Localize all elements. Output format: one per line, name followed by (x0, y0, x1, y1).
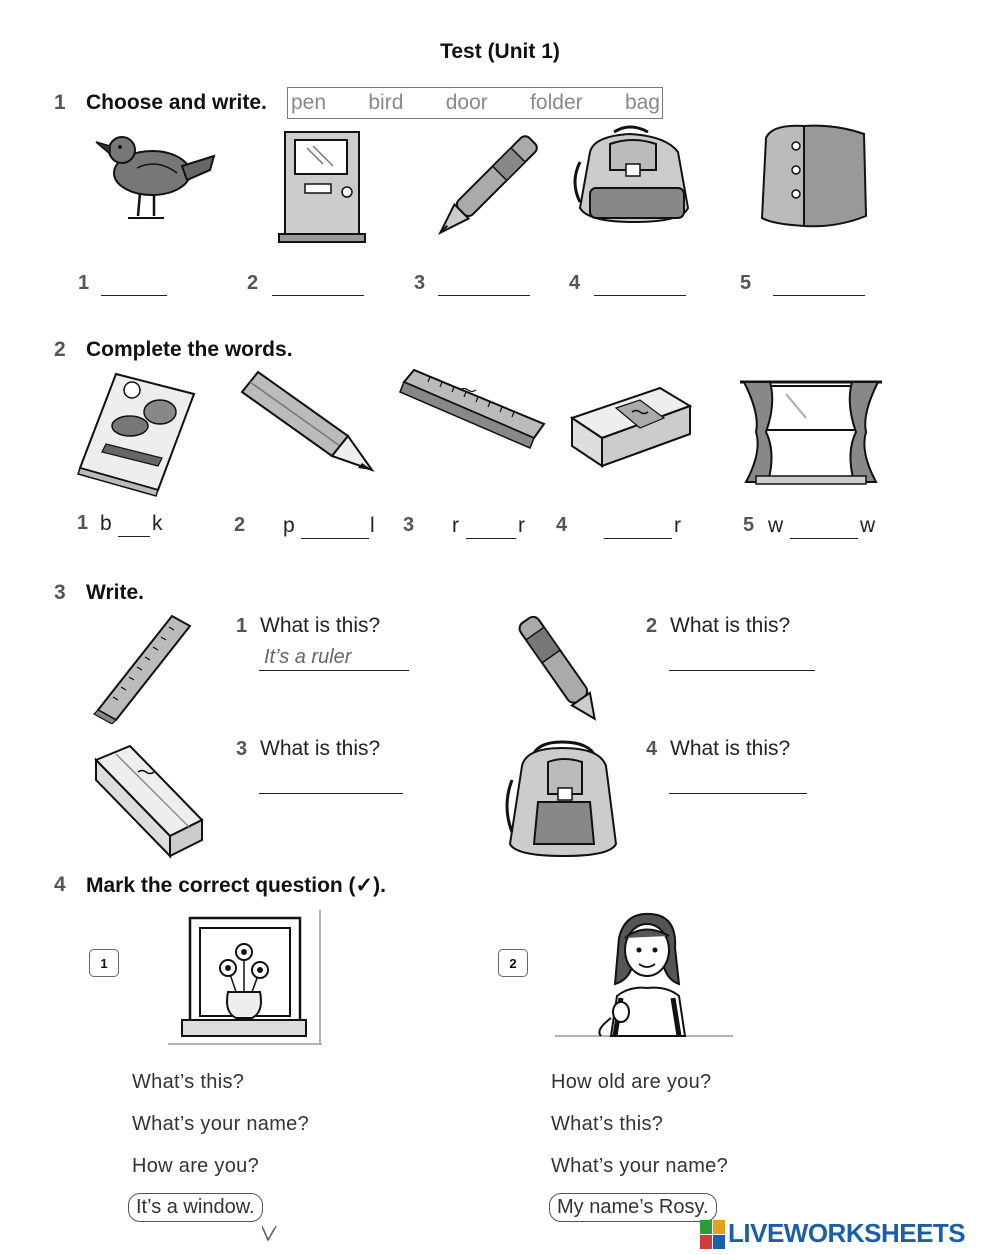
s4-option[interactable]: What’s your name? (551, 1155, 729, 1177)
s2-blank-2[interactable] (301, 538, 369, 539)
s2-end-letter: r (674, 514, 681, 537)
s2-end-letter: r (518, 514, 525, 537)
s1-item-number: 2 (247, 272, 259, 294)
s2-item-number: 3 (403, 514, 415, 536)
s1-item-number: 3 (414, 272, 426, 294)
s2-blank-4[interactable] (604, 538, 672, 539)
section-2-number: 2 (54, 338, 66, 361)
s3-item-number: 1 (236, 615, 248, 637)
word-bank-item: folder (530, 91, 583, 114)
word-bank-item: bird (368, 91, 404, 114)
s4-option[interactable]: What’s this? (551, 1113, 664, 1135)
window-flowers-picture (166, 908, 324, 1046)
word-bank-item: pen (291, 91, 327, 114)
section-4-number: 4 (54, 873, 66, 896)
ruler-picture (398, 368, 548, 454)
s1-item-number: 1 (78, 272, 90, 294)
s2-end-letter: w (860, 514, 876, 537)
s4-speech-bubble (549, 1193, 717, 1222)
s2-blank-3[interactable] (466, 538, 516, 539)
window-curtain-picture (736, 374, 886, 490)
s3-answer-line-1[interactable] (259, 670, 409, 671)
book-picture (76, 370, 200, 498)
s2-start-letter: p (283, 514, 295, 537)
s4-option[interactable]: How old are you? (551, 1071, 712, 1093)
backpack-picture (502, 736, 622, 860)
s4-item-number-box: 1 (89, 949, 119, 977)
folder-picture (752, 120, 872, 232)
s1-answer-line-4[interactable] (594, 295, 686, 296)
s4-item-number-box: 2 (498, 949, 528, 977)
s3-question: What is this? (260, 737, 381, 760)
s4-option[interactable]: What’s this? (132, 1071, 245, 1093)
s3-example-answer: It’s a ruler (264, 646, 352, 668)
s2-blank-5[interactable] (790, 538, 858, 539)
pencil-picture (236, 368, 376, 476)
s4-bubble-text: It’s a window. (136, 1196, 255, 1218)
s2-start-letter: r (452, 514, 459, 537)
s3-item-number: 2 (646, 615, 658, 637)
s3-answer-line-2[interactable] (669, 670, 815, 671)
s1-answer-line-3[interactable] (438, 295, 530, 296)
s1-answer-line-1[interactable] (101, 295, 167, 296)
s2-blank-1[interactable] (118, 536, 150, 537)
s2-end-letter: k (152, 512, 163, 535)
pen-picture (506, 610, 614, 732)
s3-question: What is this? (670, 614, 791, 637)
s3-item-number: 3 (236, 738, 248, 760)
bird-picture (92, 128, 217, 224)
section-1-number: 1 (54, 91, 66, 114)
eraser-picture (90, 740, 206, 860)
s3-question: What is this? (260, 614, 381, 637)
live-badge-icon (700, 1220, 726, 1250)
s3-answer-line-3[interactable] (259, 793, 403, 794)
section-3-title: Write. (86, 581, 144, 604)
section-1-title: Choose and write. (86, 91, 267, 114)
s3-item-number: 4 (646, 738, 658, 760)
girl-picture (555, 908, 735, 1040)
s2-start-letter: b (100, 512, 112, 535)
eraser-picture (566, 378, 694, 470)
section-3-number: 3 (54, 581, 66, 604)
word-bank-item: bag (624, 91, 660, 114)
s2-item-number: 5 (743, 514, 755, 536)
s1-answer-line-5[interactable] (773, 295, 865, 296)
s4-speech-bubble (128, 1193, 263, 1222)
s2-item-number: 4 (556, 514, 568, 536)
brand-name: LIVEWORKSHEETS (728, 1218, 966, 1248)
page-title: Test (Unit 1) (440, 40, 560, 63)
s1-item-number: 5 (740, 272, 752, 294)
s2-start-letter: w (768, 514, 784, 537)
s4-option[interactable]: How are you? (132, 1155, 259, 1177)
s4-option[interactable]: What’s your name? (132, 1113, 310, 1135)
s1-answer-line-2[interactable] (272, 295, 364, 296)
s2-end-letter: l (370, 514, 375, 537)
liveworksheets-logo (700, 1218, 1000, 1252)
bag-picture (570, 122, 700, 226)
s2-item-number: 2 (234, 514, 246, 536)
s3-question: What is this? (670, 737, 791, 760)
section-2-title: Complete the words. (86, 338, 293, 361)
word-bank-item: door (445, 91, 488, 114)
word-bank (287, 87, 663, 119)
speech-bubble-tail (262, 1226, 280, 1242)
s2-item-number: 1 (77, 512, 89, 534)
s1-item-number: 4 (569, 272, 581, 294)
s3-answer-line-4[interactable] (669, 793, 807, 794)
section-4-title: Mark the correct question (✓). (86, 874, 386, 897)
s4-bubble-text: My name’s Rosy. (557, 1196, 709, 1218)
ruler-picture (92, 612, 196, 724)
pen-picture (420, 128, 544, 254)
door-picture (277, 128, 367, 246)
